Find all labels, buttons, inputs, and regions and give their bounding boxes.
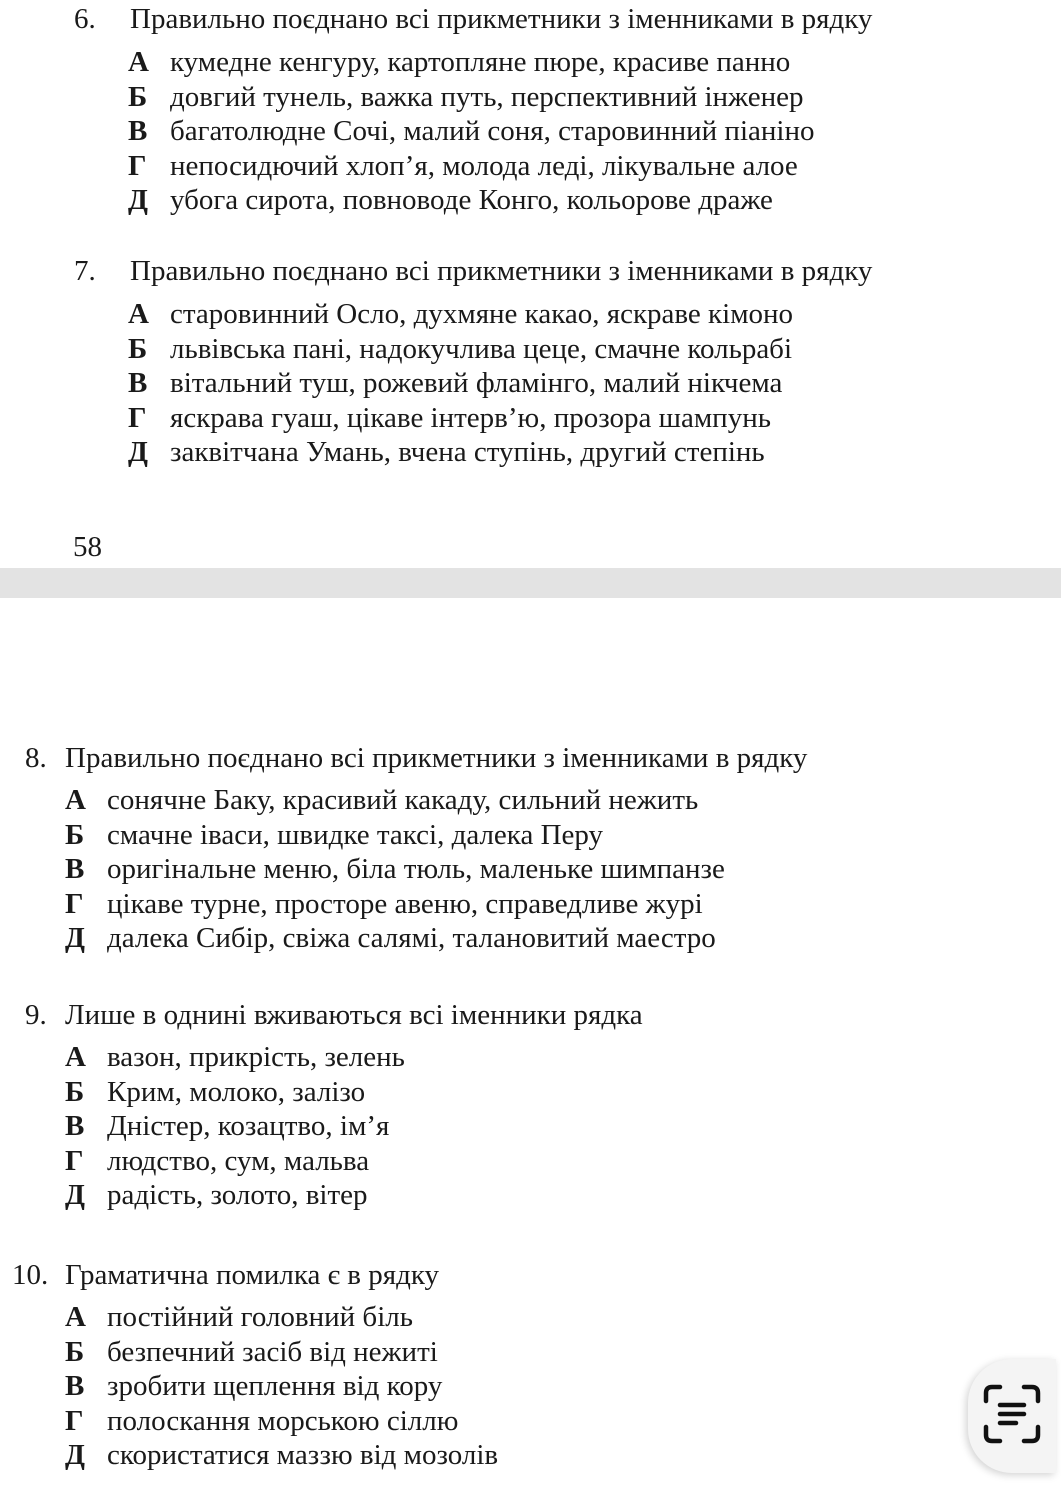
option-letter: Д bbox=[128, 436, 148, 468]
option-letter: Д bbox=[65, 922, 85, 954]
option-letter: А bbox=[128, 46, 149, 78]
question-number: 6. bbox=[74, 3, 96, 35]
option-letter: А bbox=[65, 1041, 86, 1073]
option-a[interactable] bbox=[65, 783, 807, 818]
option-text: оригінальне меню, біла тюль, маленьке шимпанзе bbox=[107, 853, 725, 885]
option-text: далека Сибір, свіжа салямі, талановитий маестро bbox=[107, 922, 716, 954]
option-letter: Г bbox=[65, 887, 84, 920]
options-list bbox=[128, 297, 872, 470]
page-bottom bbox=[0, 598, 1061, 1488]
option-a[interactable] bbox=[65, 1040, 643, 1075]
option-text: львівська пані, надокучлива цеце, смачне кольрабі bbox=[170, 332, 792, 365]
option-text: Дністер, козацтво, ім’я bbox=[107, 1110, 390, 1142]
option-letter: А bbox=[128, 298, 149, 330]
option-text: зробити щеплення від кору bbox=[107, 1370, 443, 1402]
option-letter: А bbox=[65, 784, 86, 816]
option-text: яскрава гуаш, цікаве інтерв’ю, прозора шампунь bbox=[170, 401, 771, 434]
option-letter: Д bbox=[65, 1179, 85, 1211]
option-letter: Г bbox=[65, 1404, 84, 1437]
question-8 bbox=[25, 741, 807, 956]
option-letter: Б bbox=[128, 80, 148, 113]
question-header bbox=[25, 741, 807, 775]
option-b[interactable] bbox=[65, 818, 807, 853]
option-letter: Б bbox=[65, 1335, 85, 1368]
option-letter: Г bbox=[128, 149, 147, 182]
option-v[interactable] bbox=[65, 1369, 498, 1404]
option-d[interactable] bbox=[65, 921, 807, 956]
option-d[interactable] bbox=[128, 183, 872, 218]
options-list bbox=[65, 1300, 498, 1473]
option-text: непосидючий хлоп’я, молода леді, лікувальне алое bbox=[170, 149, 798, 182]
option-h[interactable] bbox=[128, 401, 872, 436]
option-letter: А bbox=[65, 1301, 86, 1333]
option-d[interactable] bbox=[128, 435, 872, 470]
option-text: багатолюдне Сочі, малий соня, старовинний піаніно bbox=[170, 115, 815, 147]
option-letter: В bbox=[128, 115, 148, 147]
option-text: постійний головний біль bbox=[107, 1301, 413, 1333]
option-b[interactable] bbox=[128, 332, 872, 367]
option-a[interactable] bbox=[128, 297, 872, 332]
options-list bbox=[65, 1040, 643, 1213]
option-letter: Б bbox=[65, 818, 85, 851]
option-text: цікаве турне, просторе авеню, справедливе журі bbox=[107, 887, 703, 920]
question-6 bbox=[74, 2, 872, 218]
option-text: кумедне кенгуру, картопляне пюре, красиве панно bbox=[170, 46, 791, 78]
option-d[interactable] bbox=[65, 1178, 643, 1213]
option-v[interactable] bbox=[128, 366, 872, 401]
options-list bbox=[128, 45, 872, 218]
question-number: 7. bbox=[74, 255, 96, 287]
option-h[interactable] bbox=[65, 1144, 643, 1179]
option-text: заквітчана Умань, вчена ступінь, другий степінь bbox=[170, 436, 765, 468]
question-header bbox=[12, 1258, 498, 1292]
option-h[interactable] bbox=[128, 149, 872, 184]
question-number: 8. bbox=[25, 742, 47, 774]
option-text: полоскання морською сіллю bbox=[107, 1404, 459, 1437]
option-b[interactable] bbox=[128, 80, 872, 115]
option-d[interactable] bbox=[65, 1438, 498, 1473]
question-text: Правильно поєднано всі прикметники з іменниками в рядку bbox=[130, 255, 873, 287]
question-text: Лише в однині вживаються всі іменники рядка bbox=[65, 999, 643, 1031]
page-top bbox=[0, 0, 1061, 568]
question-header bbox=[25, 998, 643, 1032]
options-list bbox=[65, 783, 807, 956]
option-b[interactable] bbox=[65, 1335, 498, 1370]
option-v[interactable] bbox=[128, 114, 872, 149]
option-text: сонячне Баку, красивий какаду, сильний нежить bbox=[107, 784, 699, 816]
question-header bbox=[74, 2, 872, 36]
question-10 bbox=[12, 1258, 498, 1473]
option-letter: Г bbox=[128, 401, 147, 434]
live-text-button[interactable] bbox=[968, 1359, 1056, 1473]
option-letter: В bbox=[65, 1110, 85, 1142]
option-letter: Б bbox=[128, 332, 148, 365]
option-b[interactable] bbox=[65, 1075, 643, 1110]
option-text: скористатися маззю від мозолів bbox=[107, 1439, 499, 1471]
option-v[interactable] bbox=[65, 852, 807, 887]
option-letter: В bbox=[128, 367, 148, 399]
page-separator bbox=[0, 568, 1061, 598]
option-letter: Д bbox=[65, 1439, 85, 1471]
option-text: безпечний засіб від нежиті bbox=[107, 1335, 438, 1368]
question-number: 9. bbox=[25, 999, 47, 1031]
question-header bbox=[74, 254, 872, 288]
text-scan-icon bbox=[982, 1383, 1042, 1450]
page-number: 58 bbox=[73, 531, 102, 563]
option-text: Крим, молоко, залізо bbox=[107, 1075, 366, 1108]
option-text: старовинний Осло, духмяне какао, яскраве кімоно bbox=[170, 298, 794, 330]
question-7 bbox=[74, 254, 872, 470]
question-number: 10. bbox=[12, 1259, 49, 1291]
option-text: радість, золото, вітер bbox=[107, 1179, 368, 1211]
option-text: убога сирота, повноводе Конго, кольорове драже bbox=[170, 184, 773, 216]
option-text: вітальний туш, рожевий фламінго, малий нікчема bbox=[170, 367, 783, 399]
option-letter: Б bbox=[65, 1075, 85, 1108]
option-text: смачне іваси, швидке таксі, далека Перу bbox=[107, 818, 604, 851]
question-text: Граматична помилка є в рядку bbox=[65, 1259, 439, 1291]
option-letter: Г bbox=[65, 1144, 84, 1177]
question-9 bbox=[25, 998, 643, 1213]
option-h[interactable] bbox=[65, 887, 807, 922]
option-text: довгий тунель, важка путь, перспективний інженер bbox=[170, 80, 804, 113]
option-v[interactable] bbox=[65, 1109, 643, 1144]
option-text: вазон, прикрість, зелень bbox=[107, 1041, 405, 1073]
option-letter: В bbox=[65, 853, 85, 885]
option-a[interactable] bbox=[128, 45, 872, 80]
option-h[interactable] bbox=[65, 1404, 498, 1439]
question-text: Правильно поєднано всі прикметники з іменниками в рядку bbox=[130, 3, 873, 35]
option-letter: В bbox=[65, 1370, 85, 1402]
question-text: Правильно поєднано всі прикметники з іменниками в рядку bbox=[65, 742, 808, 774]
option-a[interactable] bbox=[65, 1300, 498, 1335]
option-letter: Д bbox=[128, 184, 148, 216]
option-text: людство, сум, мальва bbox=[107, 1144, 370, 1177]
